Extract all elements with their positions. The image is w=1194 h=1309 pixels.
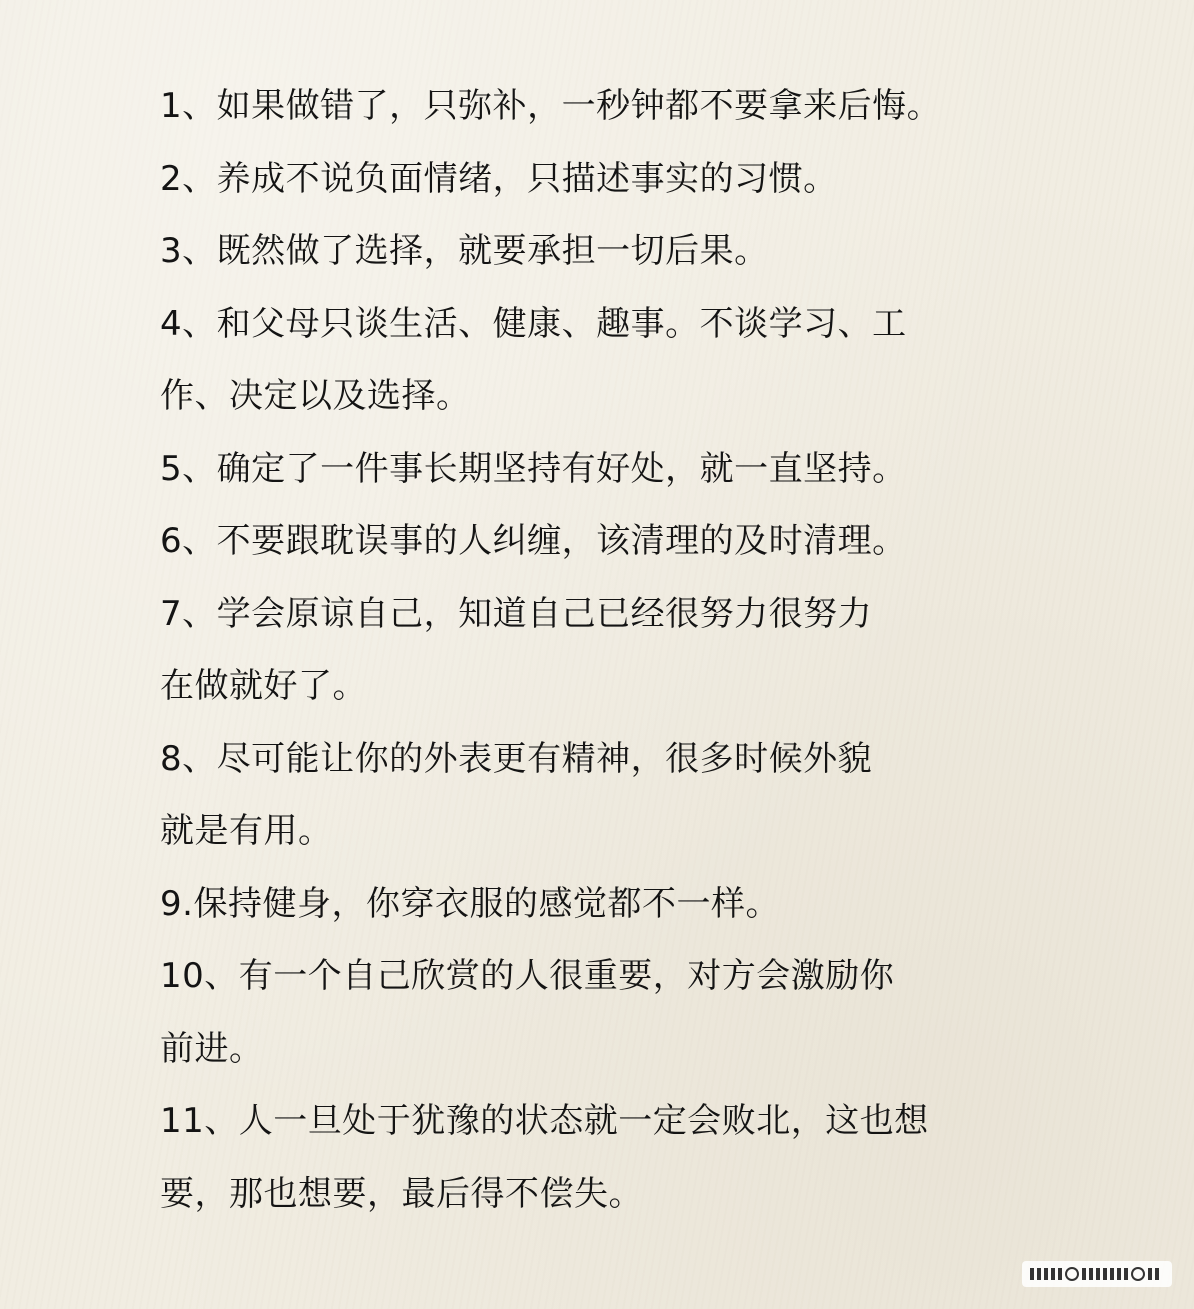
note-line-1: 1、如果做错了，只弥补，一秒钟都不要拿来后悔。 [160,86,942,126]
note-line-11: 11、人一旦处于犹豫的状态就一定会败北，这也想 [160,1101,929,1141]
note-line-5: 5、确定了一件事长期坚持有好处，就一直坚持。 [160,448,907,489]
note-line-9: 9.保持健身，你穿衣服的感觉都不一样。 [160,883,780,924]
platform-watermark-icon [1022,1261,1172,1287]
note-line-4-cont: 作、决定以及选择。 [160,376,471,416]
note-line-7: 7、学会原谅自己，知道自己已经很努力很努力 [160,593,873,634]
note-line-11-cont: 要，那也想要，最后得不偿失。 [160,1173,643,1214]
note-line-7-cont: 在做就好了。 [160,666,367,706]
note-line-6: 6、不要跟耽误事的人纠缠，该清理的及时清理。 [160,521,907,561]
note-line-8: 8、尽可能让你的外表更有精神，很多时候外貌 [160,738,873,779]
note-line-4: 4、和父母只谈生活、健康、趣事。不谈学习、工 [160,303,907,344]
note-line-2: 2、养成不说负面情绪，只描述事实的习惯。 [160,158,838,199]
note-line-10: 10、有一个自己欣赏的人很重要，对方会激励你 [160,956,895,996]
note-line-3: 3、既然做了选择，就要承担一切后果。 [160,231,769,271]
watermark-bars-icon [1028,1265,1166,1283]
note-line-8-cont: 就是有用。 [160,811,333,851]
note-line-10-cont: 前进。 [160,1028,264,1069]
note-text-block [160,70,1060,1230]
